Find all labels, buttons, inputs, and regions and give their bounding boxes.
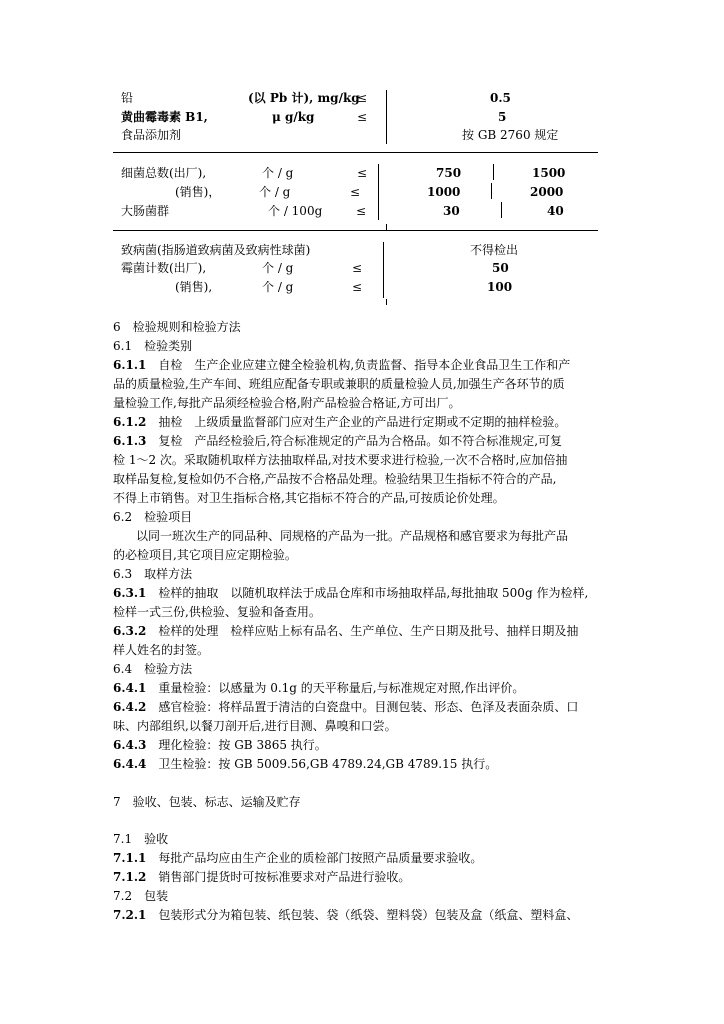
clause-number: 7.2.1 — [113, 908, 147, 922]
row-mold-sale-value: 100 — [487, 280, 513, 294]
row-bacteria-factory-unit: 个 / g — [262, 166, 294, 180]
clause-number: 6.1.2 — [113, 415, 147, 429]
column-divider — [493, 164, 494, 180]
row-coliform-op: ≤ — [356, 204, 367, 218]
paragraph-6-4-1 — [113, 681, 524, 695]
column-divider — [386, 299, 387, 305]
row-bacteria-factory-v2: 1500 — [532, 166, 566, 180]
text-line: 包装形式分为箱包装、纸包装、袋（纸袋、塑料袋）包装及盒（纸盒、塑料盒、 — [146, 908, 579, 922]
text-line: 检样一式三份,供检验、复验和备查用。 — [113, 605, 321, 619]
row-aflatoxin-op: ≤ — [357, 110, 368, 124]
section-6-4-heading: 6.4 检验方法 — [113, 662, 193, 676]
paragraph-7-2-1 — [113, 908, 578, 922]
section-6-1-heading: 6.1 检验类别 — [113, 339, 193, 353]
paragraph-7-1-2 — [113, 870, 410, 884]
text-line: 检样的处理 检样应贴上标有品名、生产单位、生产日期及批号、抽样日期及抽 — [146, 624, 579, 638]
text-line: 检 1～2 次。采取随机取样方法抽取样品,对技术要求进行检验,一次不合格时,应加倍抽 — [113, 453, 568, 467]
row-mold-factory-name: 霉菌计数(出厂), — [121, 261, 207, 275]
text-line: 样人姓名的封签。 — [113, 643, 210, 657]
paragraph-6-4-2 — [113, 700, 578, 714]
row-bacteria-factory-op: ≤ — [357, 166, 368, 180]
column-divider — [383, 242, 384, 298]
column-divider — [378, 164, 379, 220]
text-line: 量检验工作,每批产品须经检验合格,附产品检验合格证,方可出厂。 — [113, 396, 461, 410]
clause-number: 6.3.2 — [113, 624, 147, 638]
text-line: 每批产品均应由生产企业的质检部门按照产品质量要求验收。 — [146, 851, 483, 865]
paragraph-6-1-1 — [113, 358, 570, 372]
text-line: 以同一班次生产的同品种、同规格的产品为一批。产品规格和感官要求为每批产品 — [136, 529, 569, 543]
column-divider — [491, 183, 492, 199]
row-aflatoxin-name: 黄曲霉毒素 B1, — [121, 110, 208, 124]
section-6-2-heading: 6.2 检验项目 — [113, 510, 193, 524]
row-coliform-v1: 30 — [443, 204, 460, 218]
row-lead-value: 0.5 — [490, 91, 511, 105]
clause-number: 6.4.1 — [113, 681, 147, 695]
row-aflatoxin-value: 5 — [498, 110, 507, 124]
row-coliform-unit: 个 / 100g — [268, 204, 323, 218]
clause-number: 6.1.3 — [113, 434, 147, 448]
column-divider — [501, 202, 502, 218]
section-7-2-heading: 7.2 包装 — [113, 889, 169, 903]
clause-number: 6.4.4 — [113, 757, 147, 771]
clause-number: 6.1.1 — [113, 358, 147, 372]
clause-number: 7.1.1 — [113, 851, 147, 865]
text-line: 卫生检验：按 GB 5009.56,GB 4789.24,GB 4789.15 执行。 — [146, 757, 498, 771]
row-mold-factory-unit: 个 / g — [262, 261, 294, 275]
section-7-1-heading: 7.1 验收 — [113, 832, 169, 846]
text-line: 味、内部组织,以餐刀剖开后,进行目测、鼻嗅和口尝。 — [113, 719, 397, 733]
row-pathogen-name: 致病菌(指肠道致病菌及致病性球菌) — [121, 243, 311, 257]
section-6-heading: 6 检验规则和检验方法 — [113, 320, 241, 334]
row-lead-op: ≤ — [357, 91, 368, 105]
row-bacteria-sale-unit: 个 / g — [259, 185, 291, 199]
column-divider — [386, 90, 387, 144]
text-line: 取样品复检,复检如仍不合格,产品按不合格品处理。检验结果卫生指标不符合的产品, — [113, 472, 557, 486]
row-pathogen-value: 不得检出 — [470, 243, 519, 257]
row-mold-sale-op: ≤ — [352, 280, 363, 294]
paragraph-7-1-1 — [113, 851, 482, 865]
row-mold-sale-name: (销售), — [175, 280, 213, 294]
row-bacteria-factory-name: 细菌总数(出厂), — [121, 166, 207, 180]
row-bacteria-sale-name: (销售)， — [175, 185, 221, 199]
row-bacteria-factory-v1: 750 — [436, 166, 462, 180]
row-mold-factory-op: ≤ — [352, 261, 363, 275]
row-aflatoxin-unit: μ g/kg — [272, 110, 315, 124]
row-additive-name: 食品添加剂 — [121, 128, 182, 142]
paragraph-6-3-2 — [113, 624, 578, 638]
row-additive-value: 按 GB 2760 规定 — [462, 128, 559, 142]
text-line: 销售部门提货时可按标准要求对产品进行验收。 — [146, 870, 411, 884]
text-line: 抽检 上级质量监督部门应对生产企业的产品进行定期或不定期的抽样检验。 — [146, 415, 567, 429]
paragraph-6-4-3 — [113, 738, 327, 752]
row-bacteria-sale-v2: 2000 — [530, 185, 564, 199]
text-line: 的必检项目,其它项目应定期检验。 — [113, 548, 297, 562]
table-rule — [113, 230, 598, 231]
row-bacteria-sale-op: ≤ — [350, 185, 361, 199]
row-coliform-name: 大肠菌群 — [121, 204, 170, 218]
text-line: 感官检验：将样品置于清洁的白瓷盘中。目测包装、形态、色泽及表面杂质、口 — [146, 700, 579, 714]
clause-number: 7.1.2 — [113, 870, 147, 884]
text-line: 检样的抽取 以随机取样法于成品仓库和市场抽取样品,每批抽取 500g 作为检样, — [146, 586, 589, 600]
text-line: 自检 生产企业应建立健全检验机构,负责监督、指导本企业食品卫生工作和产 — [146, 358, 571, 372]
clause-number: 6.4.3 — [113, 738, 147, 752]
text-line: 复检 产品经检验后,符合标准规定的产品为合格品。如不符合标准规定,可复 — [146, 434, 563, 448]
text-line: 理化检验：按 GB 3865 执行。 — [146, 738, 327, 752]
paragraph-6-3-1 — [113, 586, 588, 600]
table-rule — [113, 152, 598, 153]
row-lead-unit: (以 Pb 计), mg/kg — [248, 91, 360, 105]
text-line: 品的质量检验,生产车间、班组应配备专职或兼职的质量检验人员,加强生产各环节的质 — [113, 377, 565, 391]
section-6-3-heading: 6.3 取样方法 — [113, 567, 193, 581]
clause-number: 6.3.1 — [113, 586, 147, 600]
section-7-heading: 7 验收、包装、标志、运输及贮存 — [113, 795, 301, 809]
row-mold-sale-unit: 个 / g — [262, 280, 294, 294]
row-bacteria-sale-v1: 1000 — [427, 185, 461, 199]
row-lead-name: 铅 — [121, 91, 134, 105]
paragraph-6-1-2 — [113, 415, 566, 429]
text-line: 重量检验：以感量为 0.1g 的天平称量后,与标准规定对照,作出评价。 — [146, 681, 525, 695]
row-coliform-v2: 40 — [547, 204, 564, 218]
clause-number: 6.4.2 — [113, 700, 147, 714]
paragraph-6-1-3 — [113, 434, 562, 448]
paragraph-6-4-4 — [113, 757, 497, 771]
row-mold-factory-value: 50 — [492, 261, 509, 275]
text-line: 不得上市销售。对卫生指标合格,其它指标不符合的产品,可按质论价处理。 — [113, 491, 505, 505]
